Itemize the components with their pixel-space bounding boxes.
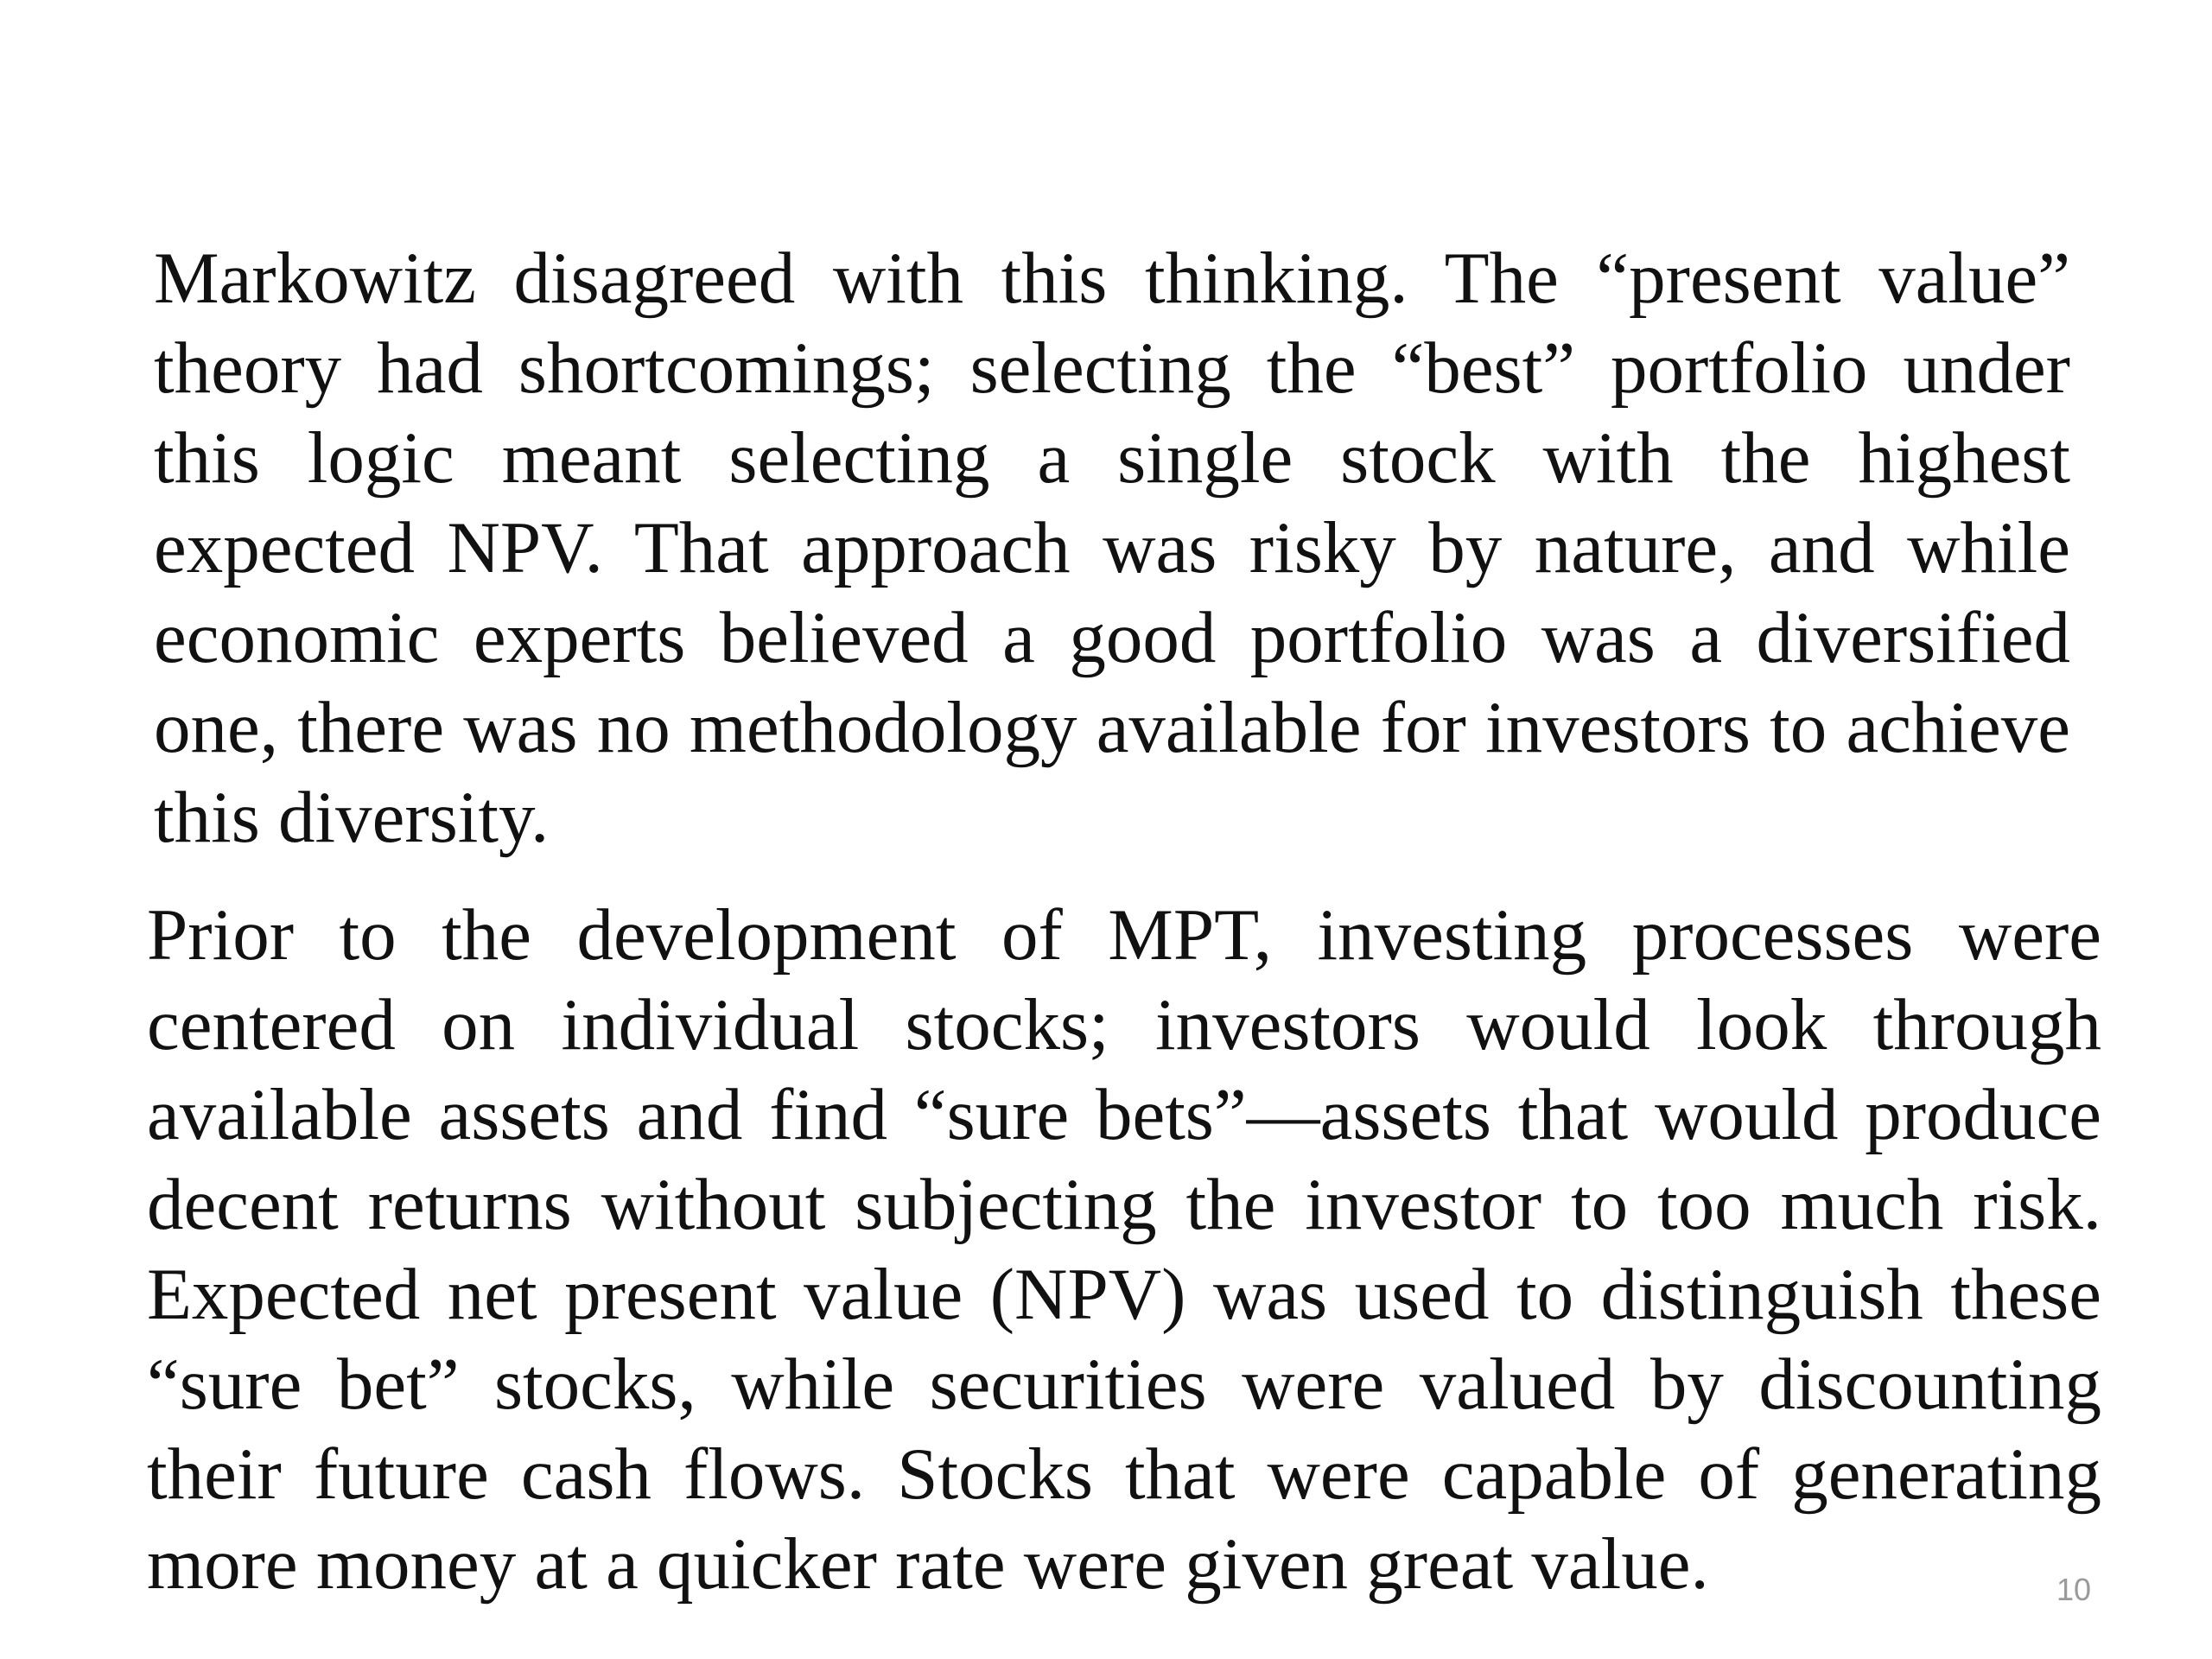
paragraph-prior-to-mpt: Prior to the development of MPT, investing processes were centered on individual stocks; investors would look through available assets and find “sure bets”—assets that would produce decent returns without subjecting the investor to too much risk. Expected net present value (NPV) was used to distinguish these “sure bet” stocks, while securities were valued by discounting their future cash flows. Stocks that were capable of generating more money at a quicker rate were given great value.: [147, 894, 2101, 1605]
paragraph-markowitz: Markowitz disagreed with this thinking. The “present value” theory had shortcomings; selecting the “best” portfolio under this logic meant selecting a single stock with the highest expected NPV. That approach was risky by nature, and while economic experts believed a good portfolio was a diversified one, there was no methodology available for investors to achieve this diversity.: [154, 238, 2070, 858]
page-number: 10: [2056, 1572, 2091, 1607]
